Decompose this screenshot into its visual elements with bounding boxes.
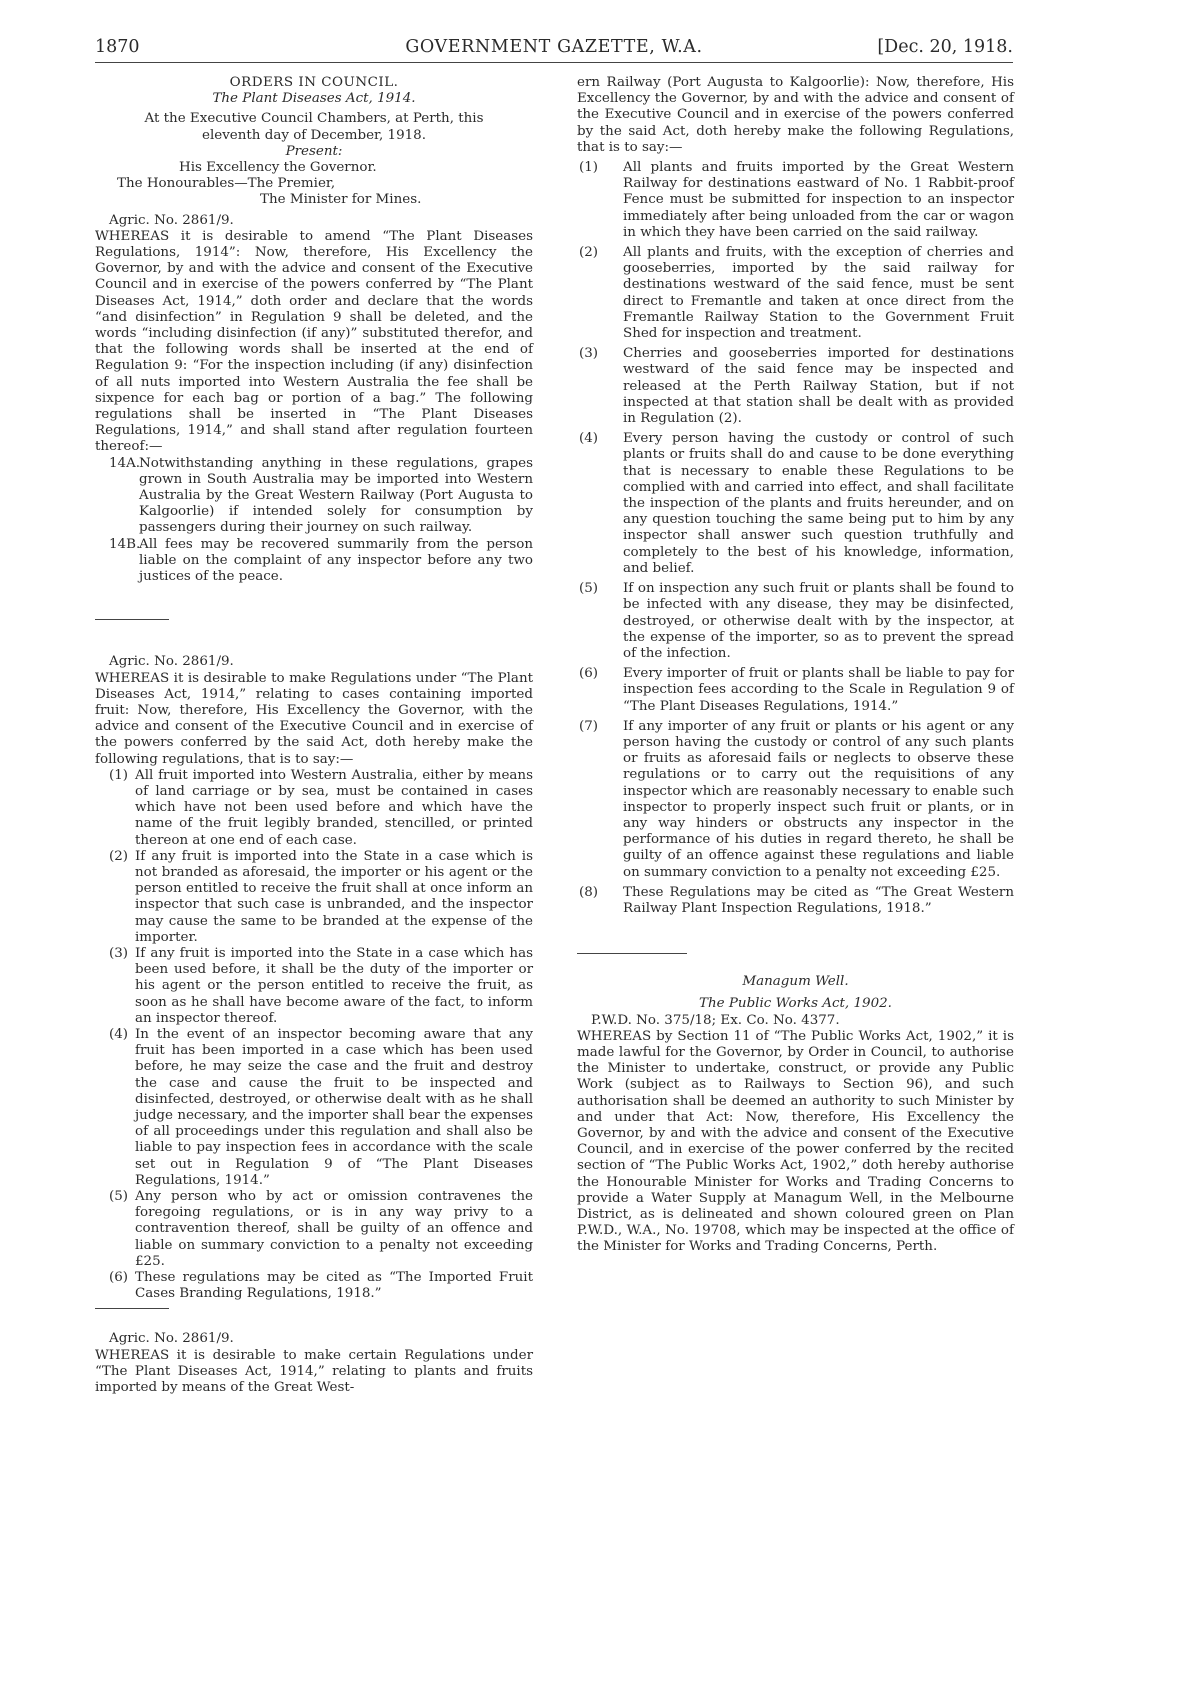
item-text: Notwithstanding anything in these regulations, grapes grown in South Australia may be imported into Western Australia by the Great Western Railway (Port Augusta to Kalgoorlie) if intended solely for consumption by passengers during their journey on such railway. — [139, 455, 533, 536]
order-2-item — [95, 1270, 533, 1302]
page-number: 1870 — [95, 37, 140, 57]
item-text: In the event of an inspector becoming aware that any fruit has been imported in a case which has been used before, he may seize the case and the fruit and destroy the case and cause the fruit to be inspected and disinfected, destroyed, or otherwise dealt with as he shall judge necessary, and the importer shall bear the expenses of all proceedings under this regulation and shall also be liable to pay inspection fees in accordance with the scale set out in Regulation 9 of “The Plant Diseases Regulations, 1914.” — [135, 1026, 533, 1188]
order-3-item — [577, 581, 1014, 662]
item-number: (5) — [109, 1189, 129, 1204]
item-number: (2) — [579, 245, 599, 261]
item-text: Any person who by act or omission contravenes the foregoing regulations, or is in any way privy to a contravention thereof, shall be guilty of an offence and liable on summary conviction to a penalty not exceeding £25. — [135, 1189, 533, 1269]
right-column — [577, 75, 1014, 1256]
item-number: (4) — [579, 431, 599, 447]
item-number: (7) — [579, 718, 599, 734]
order-1-item — [95, 456, 533, 537]
item-text: These Regulations may be cited as “The Great Western Railway Plant Inspection Regulations, 1918.” — [623, 884, 1014, 916]
order-2-item — [95, 849, 533, 946]
item-text: If on inspection any such fruit or plants shall be found to be infected with any disease, they may be disinfected, destroyed, or otherwise dealt with by the inspector, at the expense of the importer, so as to prevent the spread of the infection. — [623, 581, 1014, 661]
item-number: (2) — [109, 848, 129, 864]
order-3-item — [577, 431, 1014, 577]
order-2-item — [95, 768, 533, 849]
item-number: (1) — [579, 160, 599, 176]
order-3-reference: Agric. No. 2861/9. — [109, 1331, 234, 1347]
notice-title: Managum Well. — [742, 974, 849, 990]
order-2-reference: Agric. No. 2861/9. — [109, 654, 234, 670]
item-number: (8) — [579, 884, 599, 900]
notice-reference: P.W.D. No. 375/18; Ex. Co. No. 4377. — [591, 1012, 840, 1028]
order-3-continued: ern Railway (Port Augusta to Kalgoorlie): Now, therefore, His Excellency the Governor, by and with the advice and consent of the Executive Council and in exercise of the powers conferred by the said Act, doth hereby make the following Regulations, that is to say:— — [577, 75, 1014, 155]
present-governor: His Excellency the Governor. — [179, 160, 377, 176]
order-3-text: WHEREAS it is desirable to make certain Regulations under “The Plant Diseases Act, 1914,” relating to plants and fruits imported by means of the Great West- — [95, 1347, 533, 1396]
notice-act: The Public Works Act, 1902. — [699, 996, 892, 1012]
order-3-item — [577, 719, 1014, 881]
item-number: (3) — [109, 945, 129, 961]
order-3-item — [577, 245, 1014, 342]
order-3-item — [577, 346, 1014, 427]
item-number: (4) — [109, 1026, 129, 1042]
item-number: (6) — [109, 1270, 129, 1286]
item-text: All plants and fruits, with the exception of cherries and gooseberries, imported by the said railway for destinations westward of the said fence, must be sent direct to Fremantle and taken at once direct from the Fremantle Railway Station to the Government Fruit Shed for inspection and treatment. — [623, 245, 1014, 342]
item-number: (5) — [579, 581, 599, 597]
order-2-item — [95, 1189, 533, 1270]
item-text: These regulations may be cited as “The Imported Fruit Cases Branding Regulations, 1918.” — [135, 1270, 533, 1302]
notice-text: WHEREAS by Section 11 of “The Public Works Act, 1902,” it is made lawful for the Governor, by Order in Council, to authorise the Minister to undertake, construct, or provide any Public Work (subject as to Railways to Section 96), and such authorisation shall be deemed an authority to such Minister by and under that Act: Now, therefore, His Excellency the Governor, by and with the advice and consent of the Executive Council, and in exercise of the power conferred by the recited section of “The Public Works Act, 1902,” doth hereby authorise the Honourable Minister for Works and Trading Concerns to provide a Water Supply at Managum Well, in the Melbourne District, as is delineated and shown coloured green on Plan P.W.D., W.A., No. 19708, which may be inspected at the office of the Minister for Works and Trading Concerns, Perth. — [577, 1028, 1014, 1255]
item-text: If any importer of any fruit or plants or his agent or any person having the custody or control of any such plants or fruits as aforesaid fails or neglects to observe these regulations or to carry out the requisitions of any inspector which are reasonably necessary to enable such inspector to properly inspect such fruit or plants, or in any way hinders or obstructs any inspector in the performance of his duties in regard thereto, he shall be guilty of an offence against these regulations and liable on summary conviction to a penalty not exceeding £25. — [623, 718, 1014, 880]
item-text: Every importer of fruit or plants shall be liable to pay for inspection fees according to the Scale in Regulation 9 of “The Plant Diseases Regulations, 1914.” — [623, 666, 1014, 714]
item-number: 14B. — [109, 536, 141, 552]
present-minister: The Minister for Mines. — [260, 192, 422, 208]
present-premier: The Honourables—The Premier, — [117, 176, 336, 192]
present-label: Present: — [285, 143, 343, 159]
item-number: 14A. — [109, 455, 141, 471]
gazette-title: GOVERNMENT GAZETTE, W.A. — [405, 37, 703, 57]
item-number: (3) — [579, 346, 599, 362]
section-heading: ORDERS IN COUNCIL. — [229, 75, 399, 90]
page-header — [95, 36, 1013, 63]
left-column — [95, 75, 533, 1396]
item-text: If any fruit is imported into the State in a case which is not branded as aforesaid, the importer or his agent or the person entitled to receive the fruit shall at once inform an inspector that such case is unbranded, and the inspector may cause the same to be branded at the expense of the importer. — [135, 848, 533, 945]
order-3-item — [577, 885, 1014, 917]
item-text: All fees may be recovered summarily from the person liable on the complaint of any inspector before any two justices of the peace. — [139, 536, 533, 585]
order-1-reference: Agric. No. 2861/9. — [109, 212, 234, 228]
order-3-item — [577, 160, 1014, 241]
act-title: The Plant Diseases Act, 1914. — [212, 91, 416, 107]
item-number: (1) — [109, 767, 129, 783]
order-2-text: WHEREAS it is desirable to make Regulations under “The Plant Diseases Act, 1914,” relating to cases containing imported fruit: Now, therefore, His Excellency the Governor, with the advice and consent of the Executive Council and in exercise of the powers conferred by the said Act, doth hereby make the following regulations, that is to say:— — [95, 670, 533, 767]
order-1-text: WHEREAS it is desirable to amend “The Plant Diseases Regulations, 1914”: Now, therefore, His Excellency the Governor, by and with the advice and consent of the Executive Council and in exercise of the powers conferred by “The Plant Diseases Act, 1914,” doth order and declare that the words “and disinfection” in Regulation 9 shall be deleted, and the words “including disinfection (if any)” substituted therefor, and that the following words shall be inserted at the end of Regulation 9: “For the inspection including (if any) disinfection of all nuts imported into Western Australia the fee shall be sixpence for each bag or portion of a bag.” The following regulations shall be inserted in “The Plant Diseases Regulations, 1914,” and shall stand after regulation fourteen thereof:— — [95, 228, 533, 455]
order-1-item — [95, 537, 533, 586]
order-3-item — [577, 666, 1014, 715]
issue-date: [Dec. 20, 1918. — [877, 37, 1013, 57]
item-text: All fruit imported into Western Australia, either by means of land carriage or by sea, must be contained in cases which have not been used before and which have the name of the fruit legibly branded, stencilled, or printed thereon at one end of each case. — [135, 767, 533, 848]
item-text: Every person having the custody or control of such plants or fruits shall do and cause to be done everything that is necessary to enable these Regulations to be complied with and carried into effect, and shall facilitate the inspection of the plants and fruits hereunder, and on any question touching the same being put to him by any inspector shall answer such question truthfully and completely to the best of his knowledge, information, and belief. — [623, 431, 1014, 576]
place-line-1: At the Executive Council Chambers, at Perth, this — [144, 111, 484, 127]
item-text: If any fruit is imported into the State in a case which has been used before, it shall be the duty of the importer or his agent or the person entitled to receive the fruit, as soon as he shall have become aware of the fact, to inform an inspector thereof. — [135, 945, 533, 1026]
order-2-item — [95, 1027, 533, 1189]
order-2-item — [95, 946, 533, 1027]
item-number: (6) — [579, 666, 599, 682]
item-text: Cherries and gooseberries imported for destinations westward of the said fence may be inspected and released at the Perth Railway Station, but if not inspected at that station shall be dealt with as provided in Regulation (2). — [623, 346, 1014, 427]
place-line-2: eleventh day of December, 1918. — [202, 127, 426, 143]
item-text: All plants and fruits imported by the Great Western Railway for destinations eastward of No. 1 Rabbit-proof Fence must be submitted for inspection to an inspector immediately after being unloaded from the car or wagon in which they have been carried on the said railway. — [623, 160, 1014, 240]
